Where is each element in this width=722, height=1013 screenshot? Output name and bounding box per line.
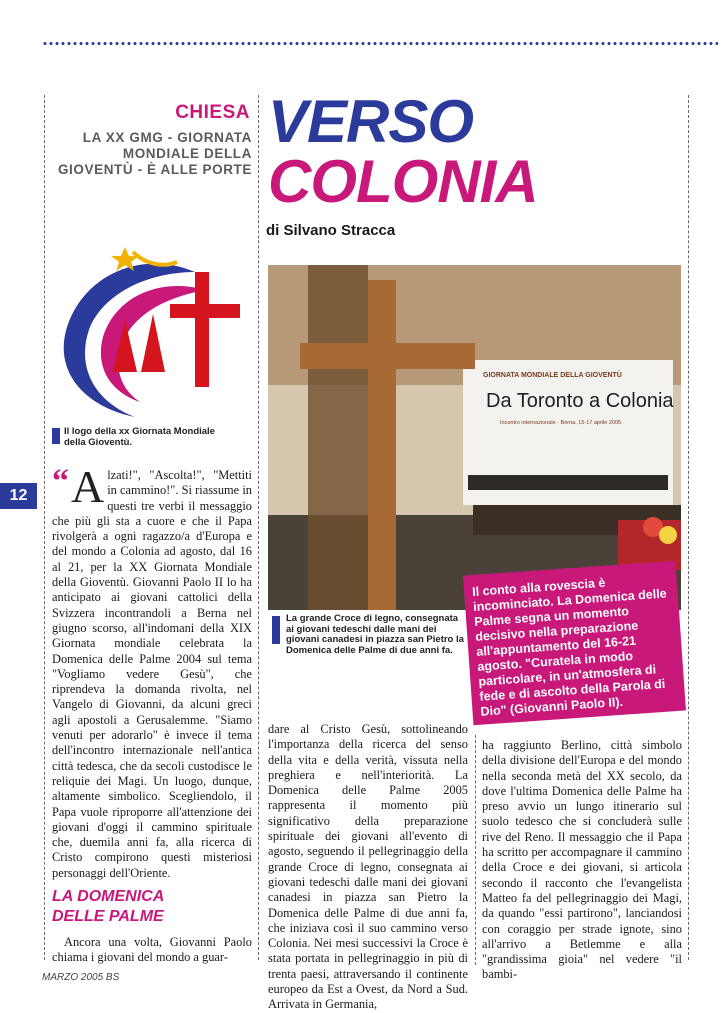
- caption-marker: [272, 616, 280, 644]
- article-paragraph: ha raggiunto Berlino, città simbolo della divisione dell'Europa e del mondo nella seconda metà del XX secolo, da dove l'ultima Domenica delle Palme ha preso avvio un lungo itinerario sul suolo tedesco che si concluderà sulle rive del Reno. Il messaggio che il Papa ha scritto per accompagnare il cammino della Croce e dei giovani, si articola secondo il racconto che l'evangelista Matteo fa del pellegrinaggio dei Magi, da quando "essi partirono", lanciandosi con coraggio per strade ignote, sino all'arrivo a Betlemme e alla "grandissima gioia" nel vedere "il bambi-: [482, 738, 682, 982]
- section-label: CHIESA: [175, 102, 250, 123]
- photo-caption: La grande Croce di legno, consegnata ai giovani tedeschi dalle mani dei giovani canadesi in piazza san Pietro la Domenica delle Palme di due anni fa.: [286, 613, 464, 656]
- pull-quote: Il conto alla rovescia è incominciato. La Domenica delle Palme segna un momento decisivo nella preparazione all'appuntamento del 16-21 agosto. "Curatela in modo particolare, in un'atmosfera di fede e di ascolto della Parola di Dio" (Giovanni Paolo II).: [463, 561, 686, 725]
- logo-caption: Il logo della xx Giornata Mondiale della Gioventù.: [64, 426, 215, 448]
- lead-text: lzati!", "Ascolta!", "Mettiti in cammino!". Si riassume in questi tre verbi il messaggio che più gli sta a cuore e che il Papa rivolgerà a ogni ragazzo/a d'Europa e del mondo a Colonia ad agosto, dal 16 al 21, per la XX Giornata Mondiale della Gioventù. Giovanni Paolo II lo ha anticipato ai giovani cattolici della Svizzera incontrandoli a Berna nel giugno scorso, all'indomani della XIX Giornata mondiale celebrata la Domenica delle Palme 2004 sul tema "Vogliamo vedere Gesù", che riprendeva la domanda rivolta, nel Vangelo di Giovanni, da alcuni greci agli apostoli a Gerusalemme. "Siamo venuti per adorarlo" è invece il tema dell'incontro internazionale nell'antica città tedesca, che da secoli custodisce le reliquie dei Magi. Un luogo, dunque, altamente simbolico. Scegliendolo, il Papa vuole riproporre all'attenzione dei giovani d'oggi il cammino spirituale che, duemila anni fa, alla ricerca di Cristo compirono questi misteriosi personaggi dell'Oriente.: [52, 468, 252, 880]
- article-lead-paragraph: [52, 461, 252, 881]
- top-dotted-rule: [42, 41, 718, 46]
- page-number: 12: [0, 483, 37, 509]
- drop-cap: A: [71, 461, 105, 512]
- banner-small-text: GIORNATA MONDIALE DELLA GIOVENTÙ: [483, 372, 622, 379]
- subheading-line2: DELLE PALME: [52, 908, 164, 925]
- article-paragraph: Ancora una volta, Giovanni Paolo chiama i giovani del mondo a guar-: [52, 935, 252, 965]
- article-subtitle: LA XX GMG - GIORNATA MONDIALE DELLA GIOVENTÙ - È ALLE PORTE: [57, 130, 252, 177]
- column-rule-right: [688, 95, 689, 960]
- author-byline: di Silvano Stracca: [266, 222, 396, 239]
- article-title-line2: COLONIA: [268, 148, 538, 215]
- banner-title: Da Toronto a Colonia: [486, 390, 674, 412]
- banner-subtitle: Incontro internazionale · Berna, 15-17 aprile 2005: [500, 420, 622, 426]
- wyd-logo: [45, 242, 250, 422]
- column-rule: [258, 95, 259, 960]
- page-footer: MARZO 2005 BS: [42, 972, 120, 983]
- open-quote-glyph: “: [52, 463, 69, 500]
- column-rule: [475, 735, 476, 965]
- cross-photo: [268, 265, 681, 610]
- article-title-line1: VERSO: [268, 88, 474, 155]
- subheading-line1: LA DOMENICA: [52, 888, 165, 905]
- article-paragraph: dare al Cristo Gesù, sottolineando l'importanza della ricerca del senso della vita e della verità, vissuta nella preghiera e nell'interiorità. La Domenica delle Palme 2005 rappresenta il momento più significativo della preparazione spirituale dei giovani all'evento di agosto, seguendo il pellegrinaggio della grande Croce di legno, consegnata ai giovani tedeschi dalle mani dei giovani canadesi in piazza san Pietro la Domenica delle Palme di due anni fa, che iniziava così il suo cammino verso Colonia. Nei mesi successivi la Croce è stata portata in pellegrinaggio in più di trenta paesi, attraversando il continente europeo da Est a Ovest, da Nord a Sud. Arrivata in Germania,: [268, 722, 468, 1012]
- caption-marker: [52, 428, 60, 444]
- subheading: [52, 887, 164, 927]
- column-rule-left: [44, 95, 45, 960]
